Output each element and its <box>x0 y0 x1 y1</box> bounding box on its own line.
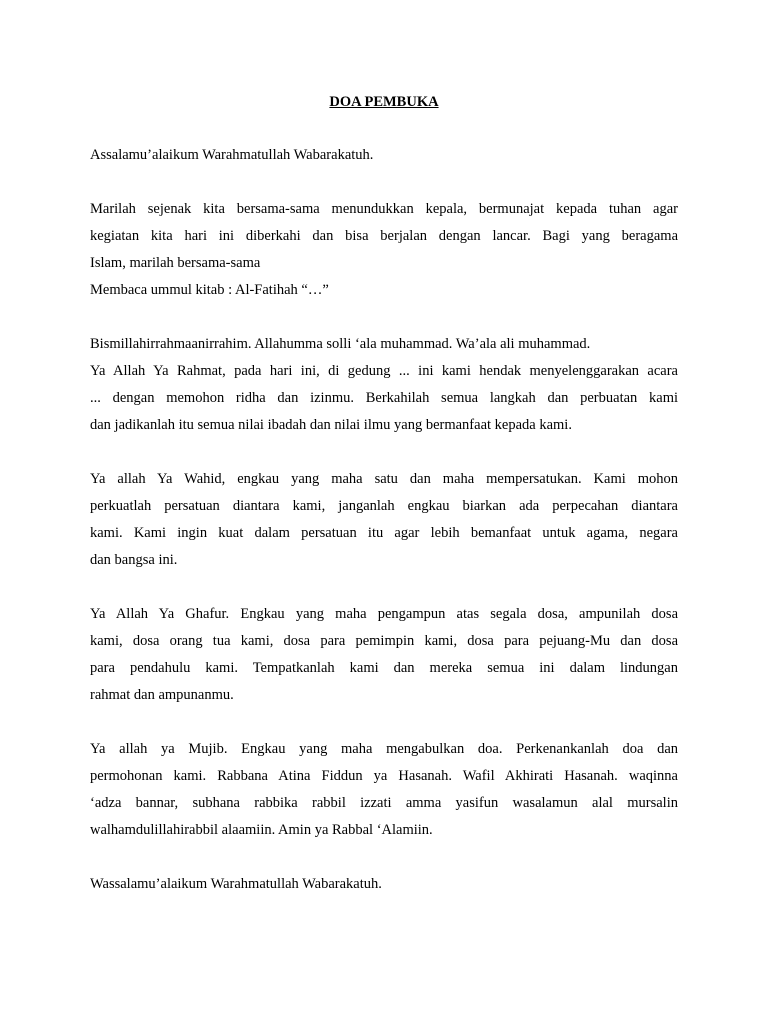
text-line: permohonan kami. Rabbana Atina Fiddun ya Hasanah. Wafil Akhirati Hasanah. waqinna <box>90 768 678 784</box>
document-title: DOA PEMBUKA <box>329 94 439 110</box>
text-line: para pendahulu kami. Tempatkanlah kami dan mereka semua ini dalam lindungan <box>90 660 678 676</box>
opening-greeting: Assalamu’alaikum Warahmatullah Wabarakatuh. <box>90 147 374 163</box>
text-line: kami, dosa orang tua kami, dosa para pemimpin kami, dosa para pejuang-Mu dan dosa <box>90 633 678 649</box>
document-page <box>90 92 678 898</box>
text-line: Bismillahirrahmaanirrahim. Allahumma solli ‘ala muhammad. Wa’ala ali muhammad. <box>90 336 591 352</box>
text-line: Ya Allah Ya Ghafur. Engkau yang maha pengampun atas segala dosa, ampunilah dosa <box>90 606 678 622</box>
text-line: Membaca ummul kitab : Al-Fatihah “…” <box>90 282 329 298</box>
text-line: walhamdulillahirabbil alaamiin. Amin ya Rabbal ‘Alamiin. <box>90 822 433 838</box>
text-line: kami. Kami ingin kuat dalam persatuan itu agar lebih bemanfaat untuk agama, negara <box>90 525 678 541</box>
bismillah-paragraph <box>90 331 678 439</box>
text-line: ‘adza bannar, subhana rabbika rabbil izzati amma yasifun wasalamun alal mursalin <box>90 795 678 811</box>
text-line: Ya Allah Ya Rahmat, pada hari ini, di gedung ... ini kami hendak menyelenggarakan acara <box>90 363 678 379</box>
ghafur-paragraph <box>90 601 678 709</box>
text-line: rahmat dan ampunanmu. <box>90 687 234 703</box>
text-line: dan jadikanlah itu semua nilai ibadah dan nilai ilmu yang bermanfaat kepada kami. <box>90 417 572 433</box>
text-line: kegiatan kita hari ini diberkahi dan bisa berjalan dengan lancar. Bagi yang beragama <box>90 228 678 244</box>
text-line: dan bangsa ini. <box>90 552 178 568</box>
text-line: Ya allah Ya Wahid, engkau yang maha satu dan maha mempersatukan. Kami mohon <box>90 471 678 487</box>
text-line: perkuatlah persatuan diantara kami, janganlah engkau biarkan ada perpecahan diantara <box>90 498 678 514</box>
text-line: Ya allah ya Mujib. Engkau yang maha mengabulkan doa. Perkenankanlah doa dan <box>90 741 678 757</box>
intro-paragraph <box>90 196 678 304</box>
text-line: ... dengan memohon ridha dan izinmu. Berkahilah semua langkah dan perbuatan kami <box>90 390 678 406</box>
text-line: Islam, marilah bersama-sama <box>90 255 261 271</box>
closing-greeting: Wassalamu’alaikum Warahmatullah Wabarakatuh. <box>90 876 382 892</box>
wahid-paragraph <box>90 466 678 574</box>
mujib-paragraph <box>90 736 678 844</box>
text-line: Marilah sejenak kita bersama-sama menundukkan kepala, bermunajat kepada tuhan agar <box>90 201 678 217</box>
